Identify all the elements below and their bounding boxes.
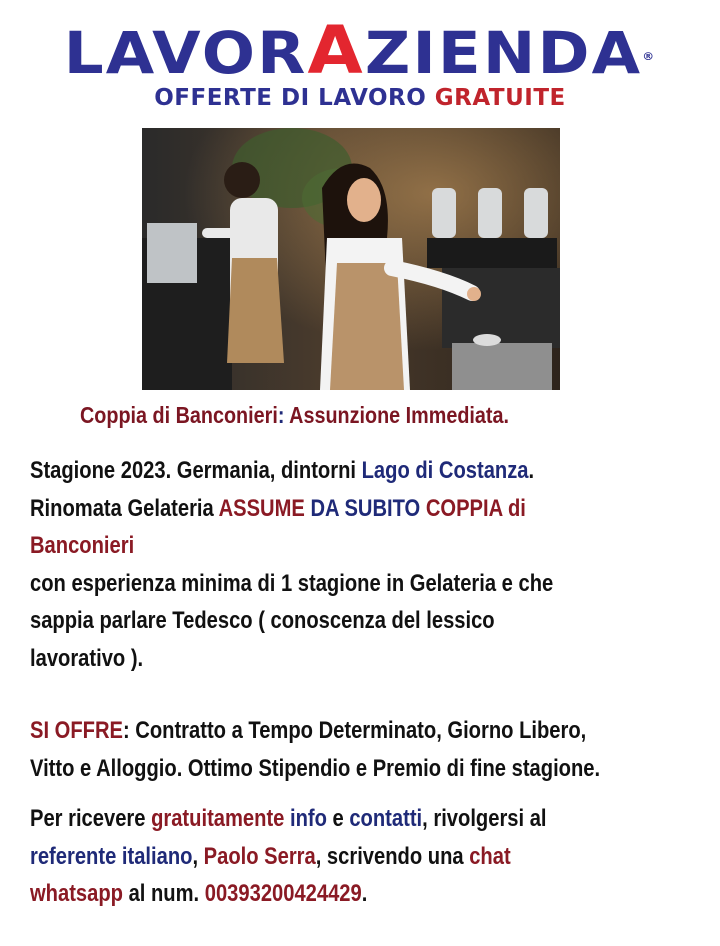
offer-label: SI OFFRE: [30, 717, 123, 744]
referent-text: referente italiano: [30, 842, 193, 870]
logo-part-a: A: [307, 12, 365, 89]
logo-part-zienda: ZIENDA: [364, 19, 643, 87]
baristas-photo-illustration: [142, 128, 560, 390]
offer-contract: : Contratto a Tempo Determinato, Giorno Libero,: [122, 717, 587, 744]
contact-line-3: [30, 875, 685, 913]
free-text: gratuitamente: [151, 805, 290, 832]
contact-intro: Per ricevere: [30, 805, 152, 832]
couple-text: COPPIA: [425, 494, 508, 522]
headline-colon: :: [277, 402, 290, 428]
line-2: [30, 490, 685, 528]
chat-text: chat: [469, 842, 511, 870]
line-1: [30, 452, 685, 490]
contacts-text: contatti: [349, 805, 423, 832]
headline: [80, 398, 613, 432]
line-3: Banconieri: [30, 532, 135, 559]
contact-line-1: [30, 800, 685, 838]
contact-section: [30, 800, 685, 913]
baristas-photo: [142, 128, 560, 390]
offer-section: [30, 712, 685, 787]
line-5: sappia parlare Tedesco ( conoscenza del lessico: [30, 607, 495, 634]
headline-subtitle: Assunzione Immediata: [289, 402, 504, 428]
comma-text: ,: [192, 842, 204, 870]
writing-text: , scrivendo una: [315, 842, 470, 870]
number-label: al num.: [128, 880, 205, 907]
immediately-text: DA SUBITO: [310, 494, 426, 522]
headline-title: Coppia di Banconieri: [80, 402, 278, 428]
line-4: con esperienza minima di 1 stagione in Gelateria e che: [30, 569, 554, 597]
contact-name: Paolo Serra: [203, 842, 316, 870]
location-text: Lago di Costanza: [361, 457, 529, 484]
and-text: e: [332, 805, 350, 832]
offer-line-2: Vitto e Alloggio. Ottimo Stipendio e Premio di fine stagione.: [30, 754, 601, 782]
tagline-red: GRATUITE: [434, 85, 566, 111]
logo-part-lavor: LAVOR: [63, 19, 308, 87]
contact-line-2: [30, 838, 685, 876]
lavorazienda-logo: [0, 6, 720, 118]
contact-refer: , rivolgersi al: [422, 805, 547, 832]
period-text: .: [528, 457, 535, 484]
logo-tagline: [0, 84, 720, 112]
of-text: di: [507, 494, 526, 522]
hires-text: ASSUME: [218, 494, 311, 522]
offer-line-1: [30, 712, 685, 750]
registered-mark: ®: [642, 49, 657, 63]
headline-period: .: [503, 402, 510, 428]
logo-wordmark: [0, 12, 720, 92]
whatsapp-text: whatsapp: [30, 880, 129, 907]
final-period: .: [361, 880, 368, 907]
tagline-blue: OFFERTE DI LAVORO: [154, 85, 435, 111]
line-6: lavorativo ).: [30, 644, 144, 672]
season-text: Stagione 2023. Germania, dintorni: [30, 457, 362, 484]
phone-number: 00393200424429: [204, 880, 362, 907]
job-description: [30, 452, 685, 677]
employer-text: Rinomata Gelateria: [30, 494, 219, 522]
info-text: info: [289, 805, 333, 832]
